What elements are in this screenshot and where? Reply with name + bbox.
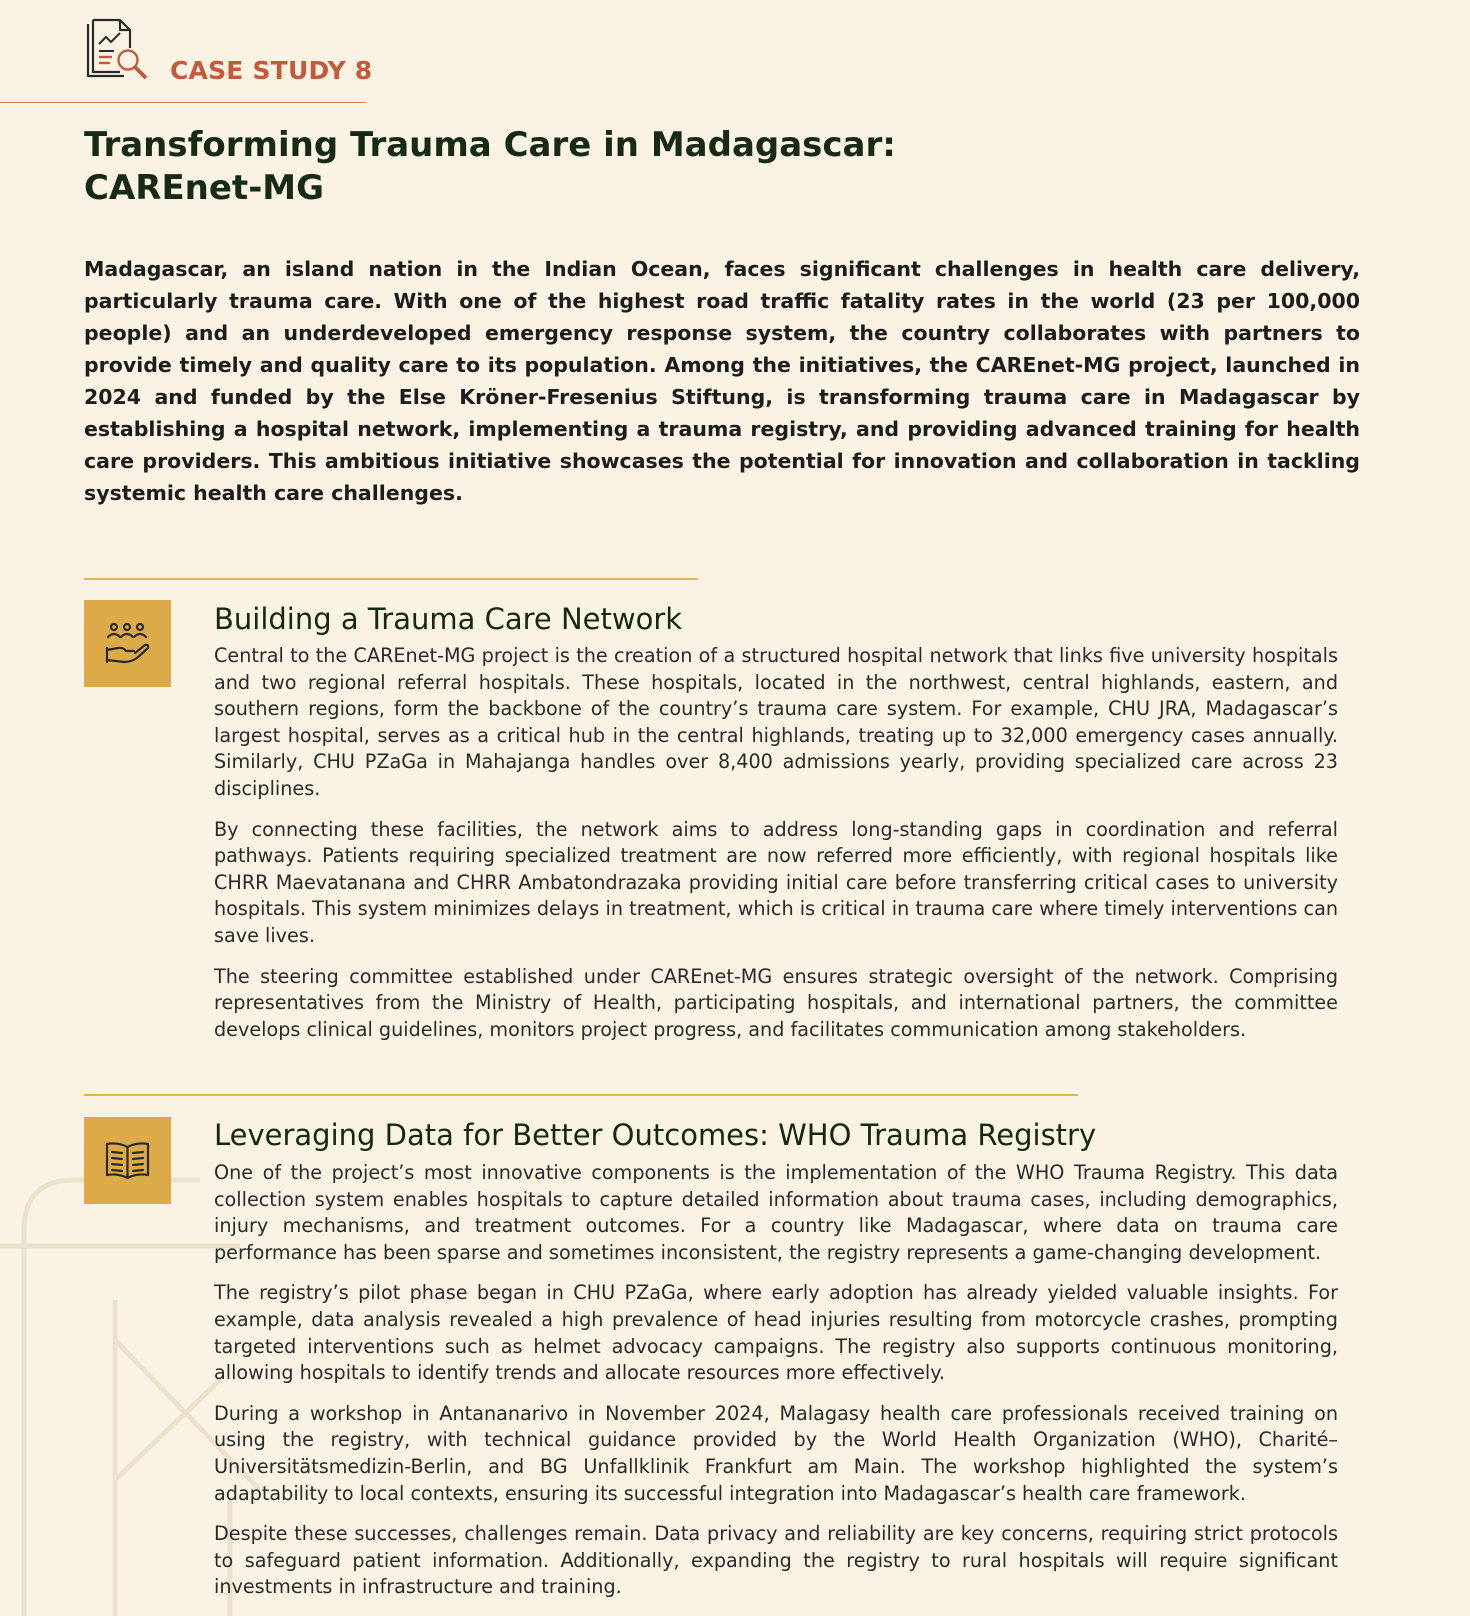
- paragraph: One of the project’s most innovative components is the implementation of the WHO Trauma Registry. This data collection system enables hospitals to capture detailed information about trauma cases, including demographics, injury mechanisms, and treatment outcomes. For a country like Madagascar, where data on trauma care performance has been sparse and sometimes inconsistent, the registry represents a game-changing development.: [214, 1161, 1338, 1264]
- intro-paragraph: Madagascar, an island nation in the Indian Ocean, faces significant challenges in health care delivery, particularly trauma care. With one of the highest road traffic fatality rates in the world (23 per 100,000 people) and an underdeveloped emergency response system, the country collaborates with partners to provide timely and quality care to its population. Among the initiatives, the CAREnet-MG project, launched in 2024 and funded by the Else Kröner-Fresenius Stiftung, is transforming trauma care in Madagascar by establishing a hospital network, implementing a trauma registry, and providing advanced training for health care providers. This ambitious initiative showcases the potential for innovation and collaboration in tackling systemic health care challenges.: [84, 257, 1360, 505]
- page-title: [84, 124, 1084, 210]
- paragraph: The registry’s pilot phase began in CHU PZaGa, where early adoption has already yielded valuable insights. For example, data analysis revealed a high prevalence of head injuries resulting from motorcycle crashes, prompting targeted interventions such as helmet advocacy campaigns. The registry also supports continuous monitoring, allowing hospitals to identify trends and allocate resources more effectively.: [214, 1281, 1338, 1385]
- case-study-label: CASE STUDY 8: [170, 56, 373, 85]
- section-icon-tile: [84, 1117, 171, 1204]
- paragraph: Central to the CAREnet-MG project is the creation of a structured hospital network that links five university hospitals and two regional referral hospitals. These hospitals, located in the northwest, central highlands, eastern, and southern regions, form the backbone of the country’s trauma care system. For example, CHU JRA, Madagascar’s largest hospital, serves as a critical hub in the central highlands, treating up to 32,000 emergency cases annually. Similarly, CHU PZaGa in Mahajanga handles over 8,400 admissions yearly, providing specialized care across 23 disciplines.: [214, 644, 1338, 800]
- hand-holding-people-icon: [104, 620, 151, 667]
- paragraph: By connecting these facilities, the network aims to address long-standing gaps in coordination and referral pathways. Patients requiring specialized treatment are now referred more efficiently, with regional hospitals like CHRR Maevatanana and CHRR Ambatondrazaka providing initial care before transferring critical cases to university hospitals. This system minimizes delays in treatment, which is critical in trauma care where timely interventions can save lives.: [214, 817, 1338, 947]
- section-icon-tile: [84, 600, 171, 687]
- section-divider: [84, 578, 698, 580]
- title-line-1: Transforming Trauma Care in Madagascar:: [84, 125, 896, 165]
- open-book-icon: [104, 1137, 151, 1184]
- section-divider: [84, 1094, 1078, 1096]
- paragraph: During a workshop in Antananarivo in November 2024, Malagasy health care professionals received training on using the registry, with technical guidance provided by the World Health Organization (WHO), Charité–Universitätsmedizin-Berlin, and BG Unfallklinik Frankfurt am Main. The workshop highlighted the system’s adaptability to local contexts, ensuring its successful integration into Madagascar’s health care framework.: [214, 1401, 1338, 1505]
- section-title-registry: Leveraging Data for Better Outcomes: WHO Trauma Registry: [214, 1118, 1097, 1152]
- section-body-registry: [214, 1160, 1338, 1615]
- title-line-2: CAREnet-MG: [84, 168, 325, 208]
- report-magnifier-icon: [84, 18, 150, 80]
- header-divider: [0, 102, 366, 103]
- section-title-network: Building a Trauma Care Network: [214, 602, 683, 636]
- paragraph: The steering committee established under CAREnet-MG ensures strategic oversight of the network. Comprising representatives from the Ministry of Health, participating hospitals, and international partners, the committee develops clinical guidelines, monitors project progress, and facilitates communication among stakeholders.: [214, 964, 1338, 1041]
- paragraph: Despite these successes, challenges remain. Data privacy and reliability are key concerns, requiring strict protocols to safeguard patient information. Additionally, expanding the registry to rural hospitals will require significant investments in infrastructure and training.: [214, 1522, 1338, 1599]
- section-body-network: [214, 643, 1338, 1057]
